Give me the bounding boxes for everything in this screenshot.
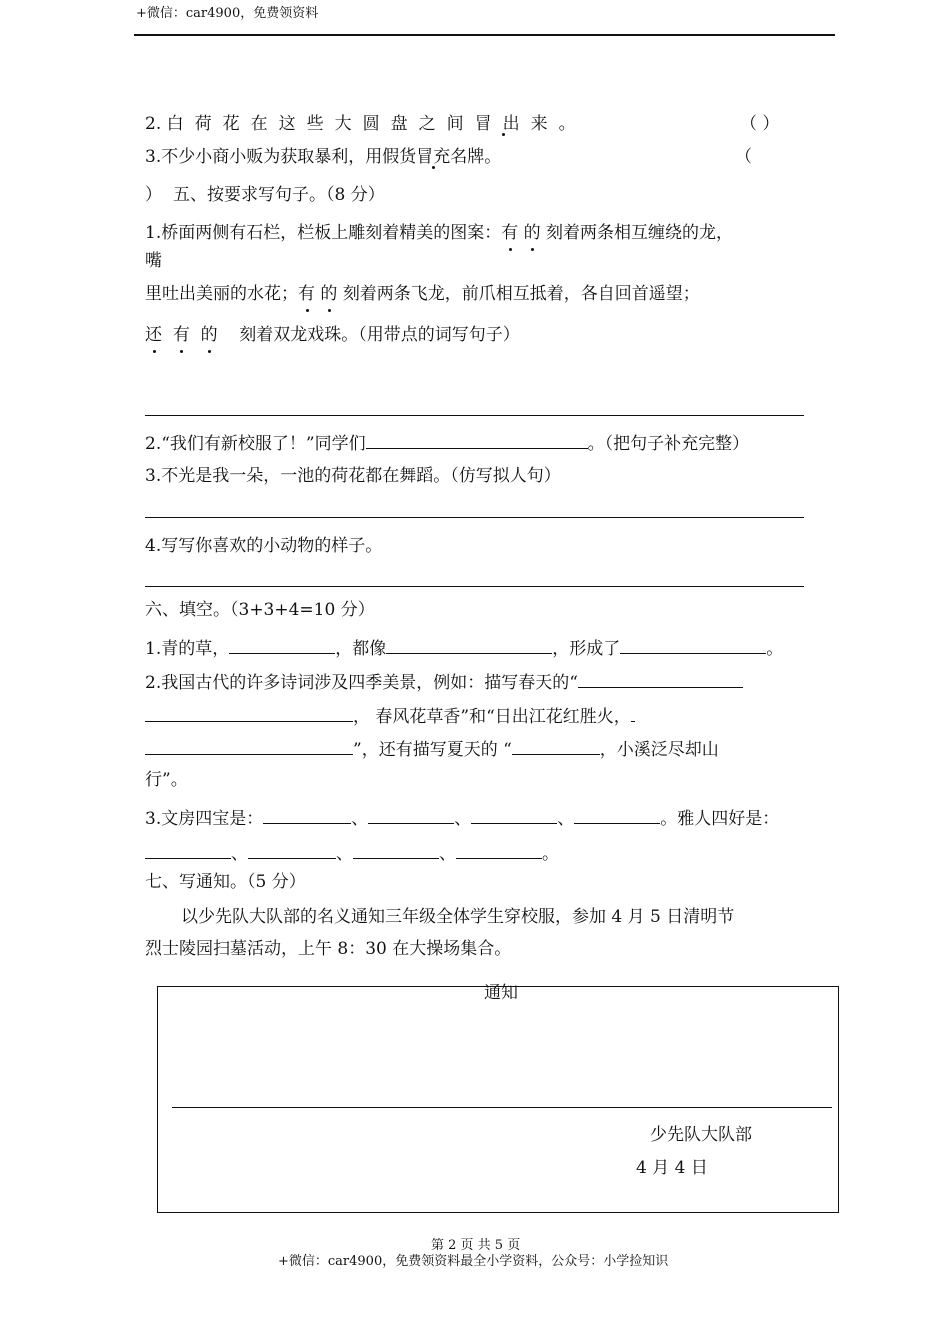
sec5-q2: 2.“我们有新校服了！”同学们 。（把句子补充完整） xyxy=(145,430,749,455)
sec4-q3 xyxy=(145,146,501,168)
sec6-q2-line4: 行”。 xyxy=(145,770,188,790)
sec5-q1-line3: 里吐出美丽的水花；有 的 刻着两条飞龙，前爪相互抵着，各自回首遥望； xyxy=(145,284,700,304)
sec5-q1-line2: 嘴 xyxy=(145,251,162,271)
sec4-q3-text-b: 充名牌。 xyxy=(433,147,502,167)
sec6-q2-line2: ， 春风花草香”和“日出江花红胜火， xyxy=(145,703,635,728)
sec7-body-line1: 以少先队大队部的名义通知三年级全体学生穿校服，参加 4 月 5 日清明节 xyxy=(181,907,735,927)
sec5-q1-answer-line[interactable] xyxy=(145,415,804,416)
sec5-title: 五、按要求写句子。（8 分） xyxy=(173,185,385,205)
sec7-body-line2: 烈士陵园扫墓活动，上午 8：30 在大操场集合。 xyxy=(145,939,512,959)
page-number: 第 2 页 共 5 页 xyxy=(431,1238,521,1253)
sec6-q3-blank-7[interactable] xyxy=(353,840,439,859)
sec5-q2-blank[interactable] xyxy=(366,430,588,449)
sec6-q3-blank-2[interactable] xyxy=(368,805,454,824)
sec4-q2-text-a: 白荷花在这些大圆盘之间冒 xyxy=(166,114,503,134)
sec6-q2-blank-2-start[interactable] xyxy=(631,703,635,722)
footer-note: +微信：car4900，免费领资料最全小学资料，公众号：小学捡知识 xyxy=(278,1254,669,1269)
sec6-q2-blank-1[interactable] xyxy=(578,669,743,688)
sec6-q3-blank-5[interactable] xyxy=(145,840,231,859)
notice-answer-line[interactable] xyxy=(172,1107,832,1108)
sec6-q3-blank-4[interactable] xyxy=(574,805,660,824)
sec5-q3-answer-line[interactable] xyxy=(145,517,804,518)
notice-box xyxy=(157,986,839,1213)
sec6-q1: 1.青的草， ，都像 ，形成了 。 xyxy=(145,635,783,660)
notice-signature: 少先队大队部 xyxy=(650,1125,752,1145)
header-divider xyxy=(134,34,835,36)
sec6-q3-line2: 、 、 、 。 xyxy=(145,840,559,865)
page-header: +微信：car4900，免费领资料 xyxy=(136,6,319,21)
sec6-q3-blank-3[interactable] xyxy=(471,805,557,824)
sec6-q3-blank-8[interactable] xyxy=(456,840,542,859)
sec4-close-paren: ） xyxy=(145,185,162,205)
sec6-q1-blank-1[interactable] xyxy=(229,635,335,654)
sec6-q2-line3: ”，还有描写夏天的 “ ，小溪泛尽却山 xyxy=(145,736,719,761)
sec4-q3-answer-paren: （ xyxy=(735,147,752,167)
sec4-q2: 2. 白荷花在这些大圆盘之间冒出来。 xyxy=(145,114,587,134)
sec7-title: 七、写通知。（5 分） xyxy=(145,872,306,892)
sec5-q3: 3.不光是我一朵，一池的荷花都在舞蹈。（仿写拟人句） xyxy=(145,466,561,486)
sec4-q2-answer-paren: （ ） xyxy=(740,114,780,134)
sec6-q2-blank-2[interactable] xyxy=(145,736,353,755)
sec5-q4-answer-line[interactable] xyxy=(145,586,804,587)
notice-box-title: 通知 xyxy=(484,983,518,1003)
sec5-q4: 4.写写你喜欢的小动物的样子。 xyxy=(145,536,383,556)
sec6-q3-blank-1[interactable] xyxy=(263,805,351,824)
sec6-title: 六、填空。（3+3+4=10 分） xyxy=(145,600,375,620)
sec4-q3-text-a: 3.不少小商小贩为获取暴利，用假货冒 xyxy=(145,147,434,167)
sec4-q2-text-b: 出来。 xyxy=(502,114,587,134)
sec6-q3-blank-6[interactable] xyxy=(248,840,336,859)
sec6-q2-blank-3[interactable] xyxy=(512,736,600,755)
sec6-q3-line1: 3.文房四宝是： 、 、 、 。雅人四好是： xyxy=(145,805,779,830)
sec5-q1-line4: 还 有 的 刻着双龙戏珠。（用带点的词写句子） xyxy=(145,325,520,345)
sec6-q1-blank-2[interactable] xyxy=(386,635,552,654)
sec6-q2-blank-1b[interactable] xyxy=(145,703,353,722)
sec6-q1-blank-3[interactable] xyxy=(620,635,766,654)
notice-date: 4 月 4 日 xyxy=(636,1158,708,1178)
sec6-q2-line1: 2.我国古代的许多诗词涉及四季美景，例如：描写春天的“ xyxy=(145,669,743,694)
sec5-q1-line1: 1.桥面两侧有石栏，栏板上雕刻着精美的图案：有 的 刻着两条相互缠绕的龙， xyxy=(145,223,734,243)
